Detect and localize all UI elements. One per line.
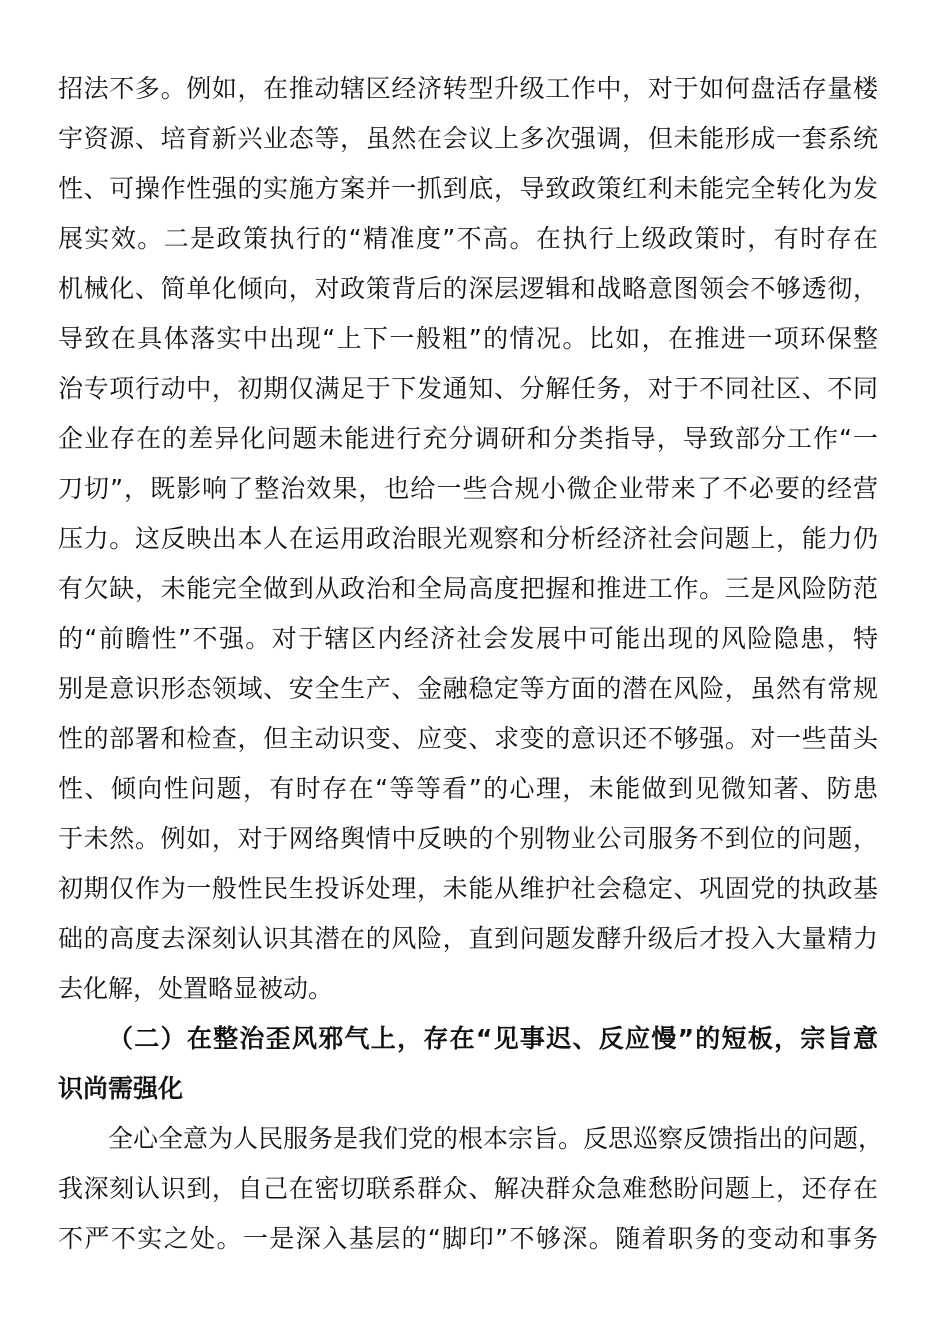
text-line: 性、可操作性强的实施方案并一抓到底，导致政策红利未能完全转化为发 <box>58 174 878 203</box>
text-line: 压力。这反映出本人在运用政治眼光观察和分析经济社会问题上，能力仍 <box>58 524 878 553</box>
text-line: 企业存在的差异化问题未能进行充分调研和分类指导，导致部分工作“一 <box>58 424 878 453</box>
section-heading <box>58 1014 878 1114</box>
text-line: 于未然。例如，对于网络舆情中反映的个别物业公司服务不到位的问题， <box>58 824 878 853</box>
text-line: 刀切”，既影响了整治效果，也给一些合规小微企业带来了不必要的经营 <box>58 474 878 503</box>
text-line: 础的高度去深刻认识其潜在的风险，直到问题发酵升级后才投入大量精力 <box>58 924 878 953</box>
text-line: 全心全意为人民服务是我们党的根本宗旨。反思巡察反馈指出的问题， <box>108 1124 884 1153</box>
text-line: 我深刻认识到，自己在密切联系群众、解决群众急难愁盼问题上，还存在 <box>58 1174 878 1203</box>
text-line: 初期仅作为一般性民生投诉处理，未能从维护社会稳定、巩固党的执政基 <box>58 874 878 903</box>
text-line: 导致在具体落实中出现“上下一般粗”的情况。比如，在推进一项环保整 <box>58 324 878 353</box>
text-line: 性、倾向性问题，有时存在“等等看”的心理，未能做到见微知著、防患 <box>58 774 878 803</box>
text-line: 机械化、简单化倾向，对政策背后的深层逻辑和战略意图领会不够透彻， <box>58 274 878 303</box>
text-line: 招法不多。例如，在推动辖区经济转型升级工作中，对于如何盘活存量楼 <box>58 74 878 103</box>
text-line: 宇资源、培育新兴业态等，虽然在会议上多次强调，但未能形成一套系统 <box>58 124 878 153</box>
text-line: 性的部署和检查，但主动识变、应变、求变的意识还不够强。对一些苗头 <box>58 724 878 753</box>
text-line: 别是意识形态领域、安全生产、金融稳定等方面的潜在风险，虽然有常规 <box>58 674 878 703</box>
text-line: 有欠缺，未能完全做到从政治和全局高度把握和推进工作。三是风险防范 <box>58 574 878 603</box>
text-line: 治专项行动中，初期仅满足于下发通知、分解任务，对于不同社区、不同 <box>58 374 878 403</box>
heading-line: 识尚需强化 <box>58 1074 184 1103</box>
paragraph-continuation <box>58 64 878 1014</box>
text-line: 展实效。二是政策执行的“精准度”不高。在执行上级政策时，有时存在 <box>58 224 878 253</box>
text-line: 的“前瞻性”不强。对于辖区内经济社会发展中可能出现的风险隐患，特 <box>58 624 878 653</box>
paragraph <box>58 1114 884 1264</box>
text-line: 不严不实之处。一是深入基层的“脚印”不够深。随着职务的变动和事务 <box>58 1224 878 1253</box>
document-body <box>58 64 884 1264</box>
heading-line: （二）在整治歪风邪气上，存在“见事迟、反应慢”的短板，宗旨意 <box>108 1024 878 1053</box>
text-line: 去化解，处置略显被动。 <box>58 974 334 1003</box>
